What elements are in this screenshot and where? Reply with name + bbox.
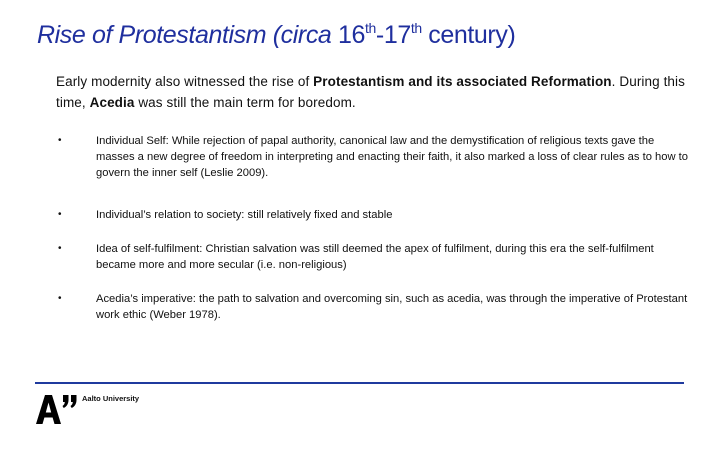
- title-superscript-2: th: [410, 20, 422, 36]
- intro-text-2: . During this time,: [56, 74, 685, 110]
- intro-bold-1: Protestantism and its associated Reformation: [313, 74, 612, 89]
- bullet-item: [58, 207, 688, 223]
- bullet-item: [58, 241, 688, 273]
- title-century-start: 16: [338, 21, 366, 49]
- footer-divider: [35, 382, 684, 384]
- aalto-logo-icon: [36, 394, 80, 424]
- intro-paragraph: [56, 71, 696, 113]
- bullet-marker: •: [58, 135, 62, 146]
- bullet-text: Acedia’s imperative: the path to salvation and overcoming sin, such as acedia, was through the imperative of Protestant work ethic (Weber 1978).: [96, 293, 688, 321]
- bullet-item: [58, 291, 688, 323]
- bullet-marker: •: [58, 243, 62, 254]
- bullet-text: Idea of self-fulfilment: Christian salvation was still deemed the apex of fulfilment, during this era the self-fulfilment became more and more secular (i.e. non-religious): [96, 243, 654, 271]
- bullet-text: Individual’s relation to society: still relatively fixed and stable: [96, 209, 393, 221]
- intro-bold-2: Acedia: [89, 95, 135, 110]
- title-superscript-1: th: [365, 20, 376, 36]
- intro-text-3: was still the main term for boredom.: [134, 95, 356, 110]
- bullet-item: [58, 133, 688, 181]
- slide-title: [37, 18, 697, 52]
- bullet-marker: •: [58, 209, 62, 220]
- title-century-end: -17: [375, 21, 411, 49]
- intro-text-1: Early modernity also witnessed the rise of: [56, 74, 314, 89]
- bullet-text: Individual Self: While rejection of papal authority, canonical law and the demystification of religious texts gave the masses a new degree of freedom in interpreting and enacting their faith, it also marked a loss of clear rules as to how to govern the inner self (Leslie 2009).: [96, 135, 689, 179]
- bullet-list: [58, 133, 688, 323]
- bullet-marker: •: [58, 293, 62, 304]
- university-name: Aalto University: [82, 394, 140, 403]
- title-suffix: century): [421, 21, 516, 49]
- title-italic-part: Rise of Protestantism (circa: [37, 21, 338, 49]
